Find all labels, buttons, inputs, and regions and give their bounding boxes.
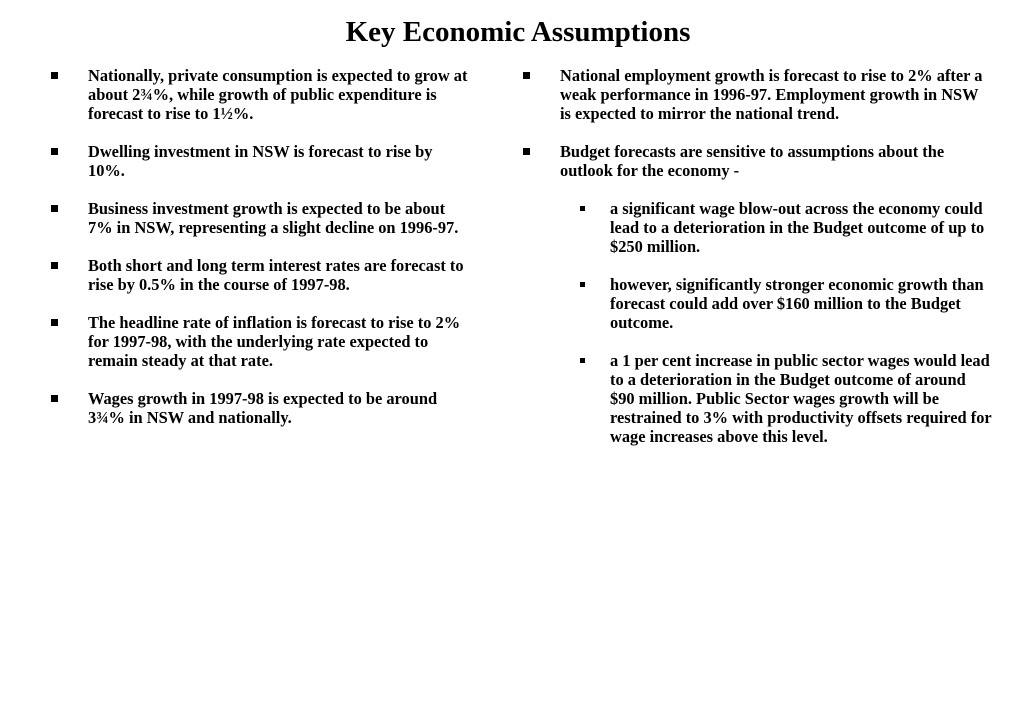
square-bullet-icon (523, 72, 530, 79)
bullet-text: The headline rate of inflation is forecast to rise to 2% for 1997-98, with the underlying rate expected to remain steady at that rate. (88, 313, 461, 370)
square-bullet-icon (51, 72, 58, 79)
bullet-text: National employment growth is forecast to rise to 2% after a weak performance in 1996-97. Employment growth in NSW is expected to mirror the national trend. (560, 66, 983, 123)
square-bullet-icon (51, 148, 58, 155)
small-square-bullet-icon (580, 358, 585, 363)
sub-list-item (523, 351, 993, 446)
list-item (51, 66, 471, 123)
square-bullet-icon (523, 148, 530, 155)
small-square-bullet-icon (580, 282, 585, 287)
sub-list-item (523, 199, 993, 256)
small-square-bullet-icon (580, 206, 585, 211)
list-item (51, 313, 471, 370)
right-column (523, 66, 993, 465)
list-item (51, 142, 471, 180)
bullet-text: Dwelling investment in NSW is forecast to rise by 10%. (88, 142, 433, 180)
list-item (51, 389, 471, 427)
square-bullet-icon (51, 395, 58, 402)
left-column (51, 66, 471, 446)
sub-bullet-text: a 1 per cent increase in public sector wages would lead to a deterioration in the Budget outcome of around $90 million. Public Sector wages growth will be restrained to 3% with productivity offsets required for wage increases above this level. (610, 351, 992, 446)
square-bullet-icon (51, 205, 58, 212)
bullet-text: Business investment growth is expected to be about 7% in NSW, representing a slight decline on 1996-97. (88, 199, 459, 237)
bullet-text: Wages growth in 1997-98 is expected to be around 3¾% in NSW and nationally. (88, 389, 438, 427)
list-item (523, 142, 993, 180)
sub-list-item (523, 275, 993, 332)
list-item (51, 199, 471, 237)
sub-bullet-text: a significant wage blow-out across the economy could lead to a deterioration in the Budget outcome of up to $250 million. (610, 199, 985, 256)
page-title: Key Economic Assumptions (345, 16, 691, 48)
square-bullet-icon (51, 319, 58, 326)
bullet-text: Both short and long term interest rates are forecast to rise by 0.5% in the course of 1997-98. (88, 256, 464, 294)
list-item (51, 256, 471, 294)
bullet-text: Nationally, private consumption is expected to grow at about 2¾%, while growth of public expenditure is forecast to rise to 1½%. (88, 66, 468, 123)
square-bullet-icon (51, 262, 58, 269)
list-item (523, 66, 993, 123)
bullet-text: Budget forecasts are sensitive to assumptions about the outlook for the economy - (560, 142, 945, 180)
sub-bullet-text: however, significantly stronger economic growth than forecast could add over $160 million to the Budget outcome. (610, 275, 984, 332)
